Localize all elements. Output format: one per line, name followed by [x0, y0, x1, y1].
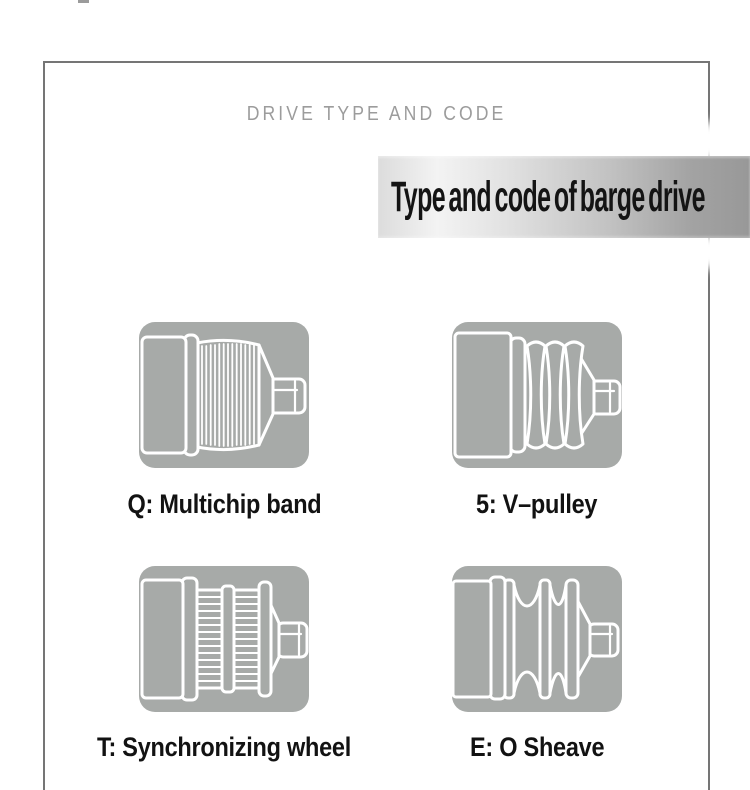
o-sheave-icon	[452, 566, 622, 712]
section-heading-text: DRIVE TYPE AND CODE	[246, 103, 507, 125]
synchronizing-wheel-icon	[139, 566, 309, 712]
multichip-band-icon	[139, 322, 309, 468]
page-edge-artifact	[78, 0, 89, 3]
drive-type-label-t: T: Synchronizing wheel	[97, 732, 351, 762]
drive-type-label-e: E: O Sheave	[469, 732, 605, 762]
section-heading	[43, 103, 710, 126]
drive-type-label-q: Q: Multichip band	[127, 489, 321, 519]
v-pulley-icon	[452, 322, 622, 468]
drive-type-card-v-pulley	[452, 322, 622, 468]
drive-type-card-multichip-band	[139, 322, 309, 468]
border-fade-bottom	[686, 235, 750, 269]
banner-title: Type and code of barge drive	[391, 172, 705, 221]
drive-type-label-5: 5: V–pulley	[476, 489, 598, 519]
banner	[378, 156, 750, 238]
drive-type-card-synchronizing-wheel	[139, 566, 309, 712]
border-fade-top	[686, 122, 750, 160]
drive-type-card-o-sheave	[452, 566, 622, 712]
